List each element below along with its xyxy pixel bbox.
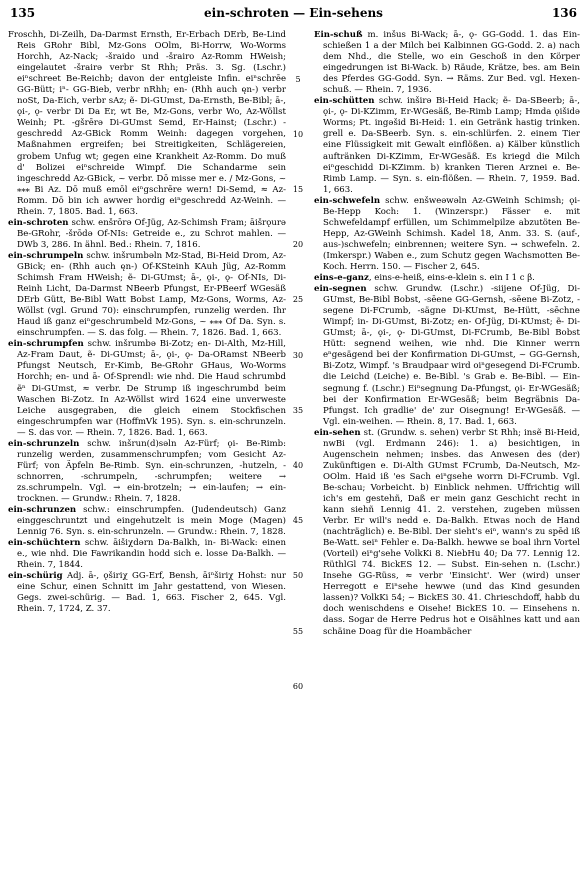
line-number: 60 [292, 682, 304, 691]
line-number: 30 [292, 351, 304, 360]
headword: ein-schrumpfen [8, 339, 84, 350]
headword: ein-schrunzen [8, 505, 77, 516]
line-number: 25 [292, 295, 304, 304]
entry-ein-schuerig: ein-schürig Adj. ā-, ǫširiχ GG-Erf, Bensh, āiⁿširiχ Hohst: nur eine Schur, einen Schnitt im Jahr gestattend, von Wiesen. Gegs. zwei-schürig. — Bad. 1, 663. Fischer 2, 645. Vgl. Rhein. 7, 1724, Z. 37. [8, 571, 286, 615]
entry-ein-segnen: ein-segnen schw. Grundw. (Lschr.) -siijene Of-Jüg, Di-GUmst, Be-Bibl Bobst, -sēene GG-Gernsh, -sēene Bi-Zotz, -segene Di-FCrumb, -sägne Di-KUmst, Be-Hütt, -sēchne Wimpf; in- Di-GUmst, Bi-Zotz; en- Of-Jüg, Di-KUmst; ẽ- Di-GUmst; ā-, ǫi-, ǫ- Di-GUmst, Di-FCrumb, Be-Bibl Bobst Hütt: segnend weihen, wie nhd. Die Kinner werrn eⁿgesägend bei der Konfirmation Di-GUmst, ~ GG-Gernsh, Bi-Zotz, Wimpf. 's Braudpaar wird oiⁿgesegend Di-FCrumb. die Leichd (Leiche) e. Be-Bibl. 's Grab e. Be-Bibl. — Ein-segnung f. (Lschr.) Eiⁿsegnung Da-Pfungst, ǫi- Er-WGesäß; bei der Konfirmation Er-WGesäß; beim Begräbnis Da-Pfungst. Ich gradlie' de' zur Oisegnung! Er-WGesäß. — Vgl. ein-weihen. — Rhein. 8, 17. Bad. 1, 663. [314, 284, 580, 427]
headword: ein-schwefeln [314, 195, 381, 206]
entry-ein-schwefeln: ein-schwefeln schw. enšweəwəln Az-GWeinh Schimsh; ǫi- Be-Hepp Koch: 1. (Winzerspr.) Fässer e. mit Schwefeldampf erfüllen, um Schimmelpilze abzutöten Be-Hepp, Az-GWeinh Schimsh. Kadel 18, Anm. 33. S. (auf-, aus-)schwefeln; einbrennen; weitere Syn. → schwefeln. 2. (Imkerspr.) Waben e., zum Schutz gegen Wachsmotten Be-Koch. Herrn. 150. — Fischer 2, 645. [314, 195, 580, 272]
headword: ein-schrunzeln [8, 438, 80, 449]
entry-eins-e-ganz: eins-e-ganz, eins-e-heiß, eins-e-klein s. ein I 1 c β. [314, 273, 535, 284]
line-number: 35 [292, 406, 304, 415]
page-header [10, 6, 577, 24]
line-number: 20 [292, 240, 304, 249]
headword: ein-schrumpeln [8, 250, 84, 261]
line-number: 15 [292, 185, 304, 194]
entry-ein-sehen: ein-sehen st. (Grundw. s. sehen) verbr St Rhh; insẽ Bi-Heid, nwBi (vgl. Erdmann 246): 1. a) besichtigen, in Augenschein nehmen; insbes. das Anwesen des (der) Zukünftigen e. Di-Alth GUmst FCrumb, Da-Neutsch, Mz-OOlm. Haid iß 'es Sach eiⁿgsehe worrn Di-FCrumb. Vgl. Be-schau; Vorbeicht. b) Einblick nehmen. Uffrichtig will ich's em gestehñ, Daß er mein ganz Geschicht recht in kann siehñ Lennig 41. 2. verstehen, zugeben müssen Verbr. Er will's nedd e. Da-Balkh. Etwas noch de Hand (nachträglich) e. Be-Bibl. Der sieht's eiⁿ, wann's zu spēd iß Be-Watt. seiⁿ Fehler e. Da-Balkh. hewwe se boal ihrn Vortel (Vorteil) eiⁿg'sehe VolkKi 8. NiebHu 40; Da 77. Lennig 12. RüthlGl 74. BickES 12. — Subst. Ein-sehen n. (Lschr.) Insehe GG-Rüss, ≈ verbr 'Einsicht'. Wer (wird) unser Herregott e Eiⁿsehe hewwe (und das Kind gesunden lassen)? VolkKi 54; ~ BickES 30. 41. Chrieschdoff, habb du doch wenischdens e Oisehe! BickES 10. — Einsehens n. dass. Sogar de Herre Pedrus hot e Oisählnes katt und aan schäine Doag für die Hoambächer [314, 427, 580, 637]
running-title: ein-schroten — Ein-sehens [204, 6, 383, 20]
line-number: 55 [292, 627, 304, 636]
line-number: 5 [295, 75, 301, 84]
headword: Ein-schuß [314, 30, 363, 40]
entry-ein-schrunzeln: ein-schrunzeln schw. inšrun(d)səln Az-Fürf; ǫi- Be-Rimb: runzelig werden, zusammenschrumpfen; vom Gesicht Az-Fürf; von Äpfeln Be-Rimb. Syn. ein-schrunzen, -hutzeln, -schnorren, -schrumpeln, -schrumpfen; weitere → zs.schrumpeln. Vgl. → ein-brotzeln; → ein-laufen; → ein-trocknen. — Grundw.: Rhein. 7, 1828. [8, 438, 286, 504]
headword: ein-segnen [314, 284, 367, 295]
entry-ein-schuechtern: ein-schüchtern schw. āišiχdərn Da-Balkh, in- Bi-Wack: einen e., wie nhd. Die Fawrikandin hodd sich e. losse Da-Balkh. — Rhein. 7, 1844. [8, 538, 286, 571]
entry-ein-schrumpeln: ein-schrumpeln schw. inšrumbəln Mz-Stad, Bi-Heid Drom, Az-GBick; en- (Rhh auch ęn-) Of-KSteinh KAuh Jüg, Az-Romm Schimsh Fram HWeish; ẽ- Di-GUmst; ā-, ǫi-, ǫ- Of-NIs, Di-Reinh Licht, Da-Darmst NBeerb Pfungst, Er-PBeerf WGesäß DErb Gütt, Be-Bibl Watt Bobst Lamp, Mz-Gons, Worms, Az-Wöllst (vgl. Grund 70): einschrumpfen, runzelig werden. Ihr Haud iß ganz eiⁿgeschrumbeld Mz-Gons, ~ ⁎⁎⁎ Of Da. Syn. s. einschrumpfen. — S. das folg. — Rhein. 7, 1826. Bad. 1, 663. [8, 250, 286, 339]
line-number: 45 [292, 516, 304, 525]
headword: ein-schütten [314, 96, 375, 107]
page-number-left: 135 [10, 6, 36, 20]
line-number: 40 [292, 461, 304, 470]
entry-ein-schuss: Ein-schuß m. inšus Bi-Wack; ā-, ǫ- GG-Godd. 1. das Ein-schießen 1 a der Milch bei Kalbinnen GG-Godd. 2. a) nach dem Nhd., die Stelle, wo ein Geschoß in den Körper eingedrungen ist Bi-Wack. b) Räude, Krätze, bes. am Bein des Pferdes GG-Godd. Syn. → Räms. Zur Bed. vgl. Hexen-schuß. — Rhein. 7, 1936. [314, 30, 580, 96]
line-number: 50 [292, 571, 304, 580]
right-column [314, 30, 580, 638]
entry-ein-schrunzen: ein-schrunzen schw.: einschrumpfen. (Judendeutsch) Ganz einggeschruntzt und eingehutzelt is mein Moge (Magen) Lennig 76. Syn. s. ein-schrunzeln. — Grundw.: Rhein. 7, 1828. [8, 505, 286, 538]
entry-ein-schrumpfen: ein-schrumpfen schw. inšrumbə Bi-Zotz; en- Di-Alth, Mz-Hill, Az-Fram Daut, ẽ- Di-GUmst; ā-, ǫi-, ǫ- Da-ORamst NBeerb Pfungst Neutsch, Er-Kimb, Be-GRohr GHaus, Wo-Worms Horchh; en- und ā- Of-Sprendl: wie nhd. Die Haud schrumbd ẽⁿ Di-GUmst, ≈ verbr. De Strump iß ingeschrumbd beim Waschen Bi-Zotz. In Az-Wöllst wird 1624 eine unverweste Leiche ausgegraben, die gleich einem Stockfischen eingeschrumpfen war (HoffmVk 195). Syn. s. ein-schrunzeln. — S. das vor. — Rhein. 7, 1826. Bad. 1, 663. [8, 339, 286, 438]
page-number-right: 136 [551, 6, 577, 20]
headword: ein-schroten [8, 217, 69, 228]
line-number: 10 [292, 130, 304, 139]
left-column [8, 30, 286, 615]
headword: ein-sehen [314, 427, 361, 438]
headword: ein-schüchtern [8, 538, 81, 549]
headword: ein-schürig [8, 571, 63, 582]
entry-ein-schroten: ein-schroten schw. enšrōrə Of-Jüg, Az-Schimsh Fram; āišrǫurə Be-GRohr, -šrōdə Of-NIs: Getreide e., zu Schrot mahlen. — DWb 3, 286. In ähnl. Bed.: Rhein. 7, 1816. [8, 217, 286, 250]
entry-ein-schuetten: ein-schütten schw. inširə Bi-Heid Hack; ẽ- Da-SBeerb; ā-, ǫi-, ǫ- Di-KZimm, Er-WGesäß, Be-Rimb Lamp; Hmda ǫišidə Worms; Pt. ingəšid Bi-Heid: 1. ein Getränk hastig trinken. grell e. Da-SBeerb. Syn. s. ein-schlürfen. 2. einem Tier eine Flüssigkeit mit Gewalt einflößen. a) Kälber künstlich auftränken Di-KZimm, Er-WGesäß. Es kriegd die Milch eiⁿgeschidd Di-KZimm. b) kranken Tieren Arznei e. Be-Rimb Lamp. — Syn. s. ein-flößen. — Rhein. 7, 1959. Bad. 1, 663. [314, 96, 580, 195]
headword: eins-e-ganz [314, 273, 369, 284]
entry-einschreiten-continued: Froschh, Di-Zeilh, Da-Darmst Ernsth, Er-Erbach DErb, Be-Lind Reis GRohr Bibl, Mz-Gons OOlm, Bi-Horrw, Wo-Worms Horchh, Az-Nack; -šraido und -šrairo Az-Romm HWeish; eingelautet -šrairə verbr St Rhh; Präs. 3. Sg. (Lschr.) eiⁿschreet Be-Reichb; davon der entgleiste Infin. eiⁿschrēe GG-Bütt; iⁿ- GG-Bieb, verbr nRhh; en- (Rhh auch ęn-) verbr noSt, Da-Eich, verbr sAz; ẽ- Di-GUmst, Da-Ernsth, Be-Bibl; ā-, ǫi-, ǫ- verbr Di Da Er, wt Be, Mz-Gons, verbr Wo, Az-Wöllst Weinh; Pt. -gšrērə Di-GUmst Semd, Er-Hainst; (Lschr.) -geschredd Az-GBick Romm Weinh: dagegen vorgehen, Maßnahmen ergreifen; bei Streitigkeiten, Schlägereien, grobem Unfug wt; gegen eine Krankheit Az-Romm. Do muß d' Bolizei eiⁿschreide Wimpf. Die Schandarme sein ingeschredd Az-GBick, ~ verbr. Dō misse mer e. / Mz-Gons, ~ ⁎⁎⁎ Bi Az. Dō muß emōl eiⁿgschrēre wern! Di-Semd, ≈ Az-Romm. Dō bin ich awwer hordig eiⁿgeschredd Az-Weinh. — Rhein. 7, 1805. Bad. 1, 663. [8, 30, 286, 217]
